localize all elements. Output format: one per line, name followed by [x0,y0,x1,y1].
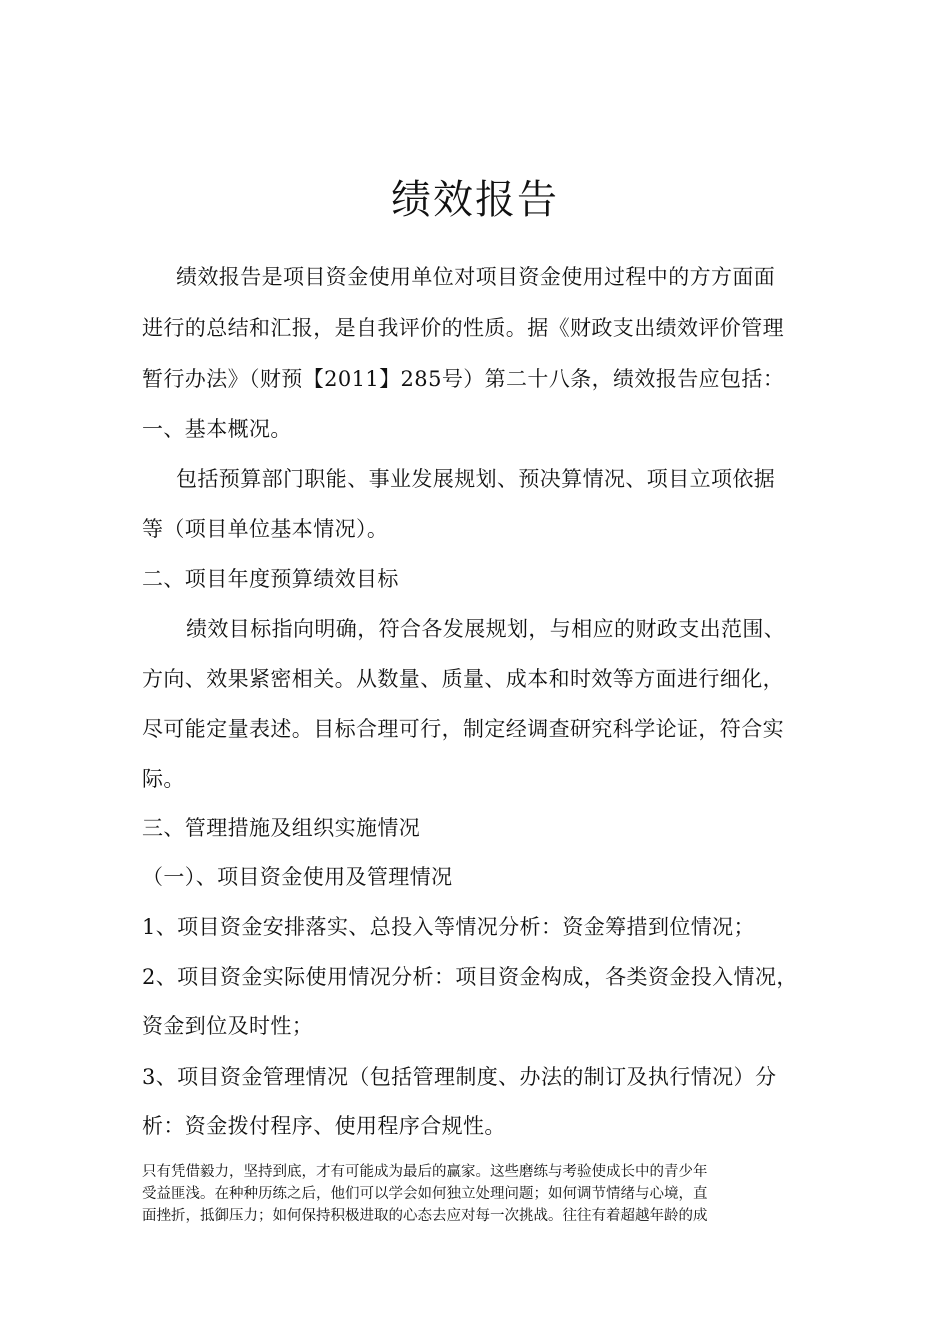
footer-line: 只有凭借毅力，坚持到底，才有可能成为最后的赢家。这些磨练与考验使成长中的青少年 [142,1164,708,1180]
body-line: 暂行办法》（财预【2011】285号）第二十八条，绩效报告应包括： [142,367,785,391]
body-line: 等（项目单位基本情况）。 [142,517,389,541]
list-item: 2、项目资金实际使用情况分析：项目资金构成，各类资金投入情况， [142,965,798,989]
footer-line: 面挫折，抵御压力；如何保持积极进取的心态去应对每一次挑战。往往有着超越年龄的成 [142,1208,708,1224]
body-line: 绩效目标指向明确，符合各发展规划，与相应的财政支出范围、 [186,617,786,641]
list-item-continued: 析：资金拨付程序、使用程序合规性。 [142,1114,506,1138]
list-item: 3、项目资金管理情况（包括管理制度、办法的制订及执行情况）分 [142,1065,777,1089]
body-line: 包括预算部门职能、事业发展规划、预决算情况、项目立项依据 [176,467,776,491]
list-item-continued: 资金到位及时性； [142,1014,314,1038]
section-heading: 三、管理措施及组织实施情况 [142,816,421,840]
body-line: 尽可能定量表述。目标合理可行，制定经调查研究科学论证，符合实 [142,717,784,741]
body-line: 进行的总结和汇报，是自我评价的性质。据《财政支出绩效评价管理 [142,316,784,340]
footer-line: 受益匪浅。在种种历练之后，他们可以学会如何独立处理问题；如何调节情绪与心境，直 [142,1186,708,1202]
list-item: 1、项目资金安排落实、总投入等情况分析：资金筹措到位情况； [142,915,755,939]
document-title: 绩效报告 [391,177,559,223]
subsection-heading: （一）、项目资金使用及管理情况 [142,865,453,889]
section-heading: 二、项目年度预算绩效目标 [142,567,399,591]
section-heading: 一、基本概况。 [142,417,292,441]
body-line: 际。 [142,767,185,791]
body-line: 方向、效果紧密相关。从数量、质量、成本和时效等方面进行细化， [142,667,784,691]
body-line: 绩效报告是项目资金使用单位对项目资金使用过程中的方方面面 [176,265,776,289]
